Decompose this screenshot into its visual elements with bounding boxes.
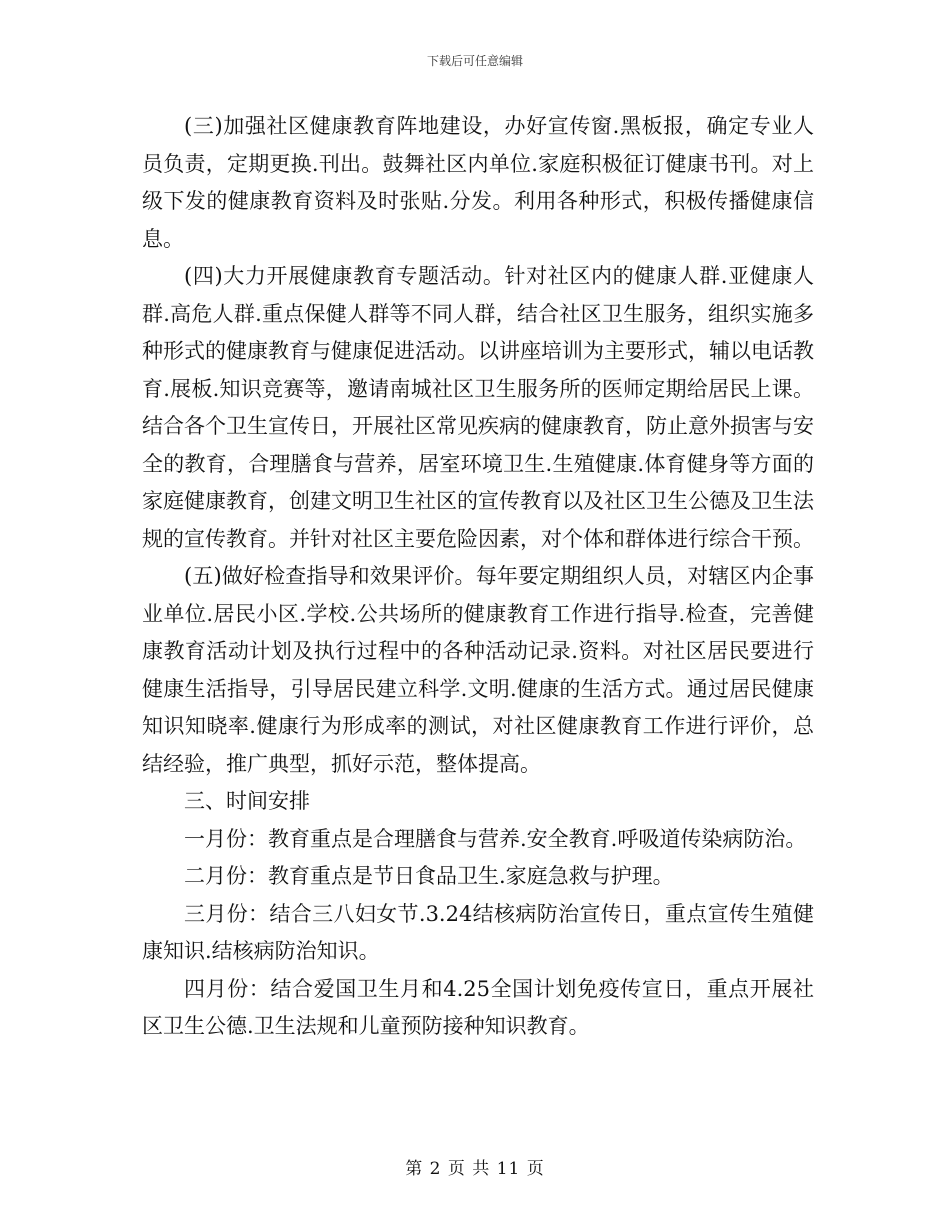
document-body bbox=[142, 108, 814, 1046]
paragraph-march: 三月份：结合三八妇女节.3.24结核病防治宣传日，重点宣传生殖健康知识.结核病防治知识。 bbox=[142, 901, 814, 963]
paragraph-community-education-base: (三)加强社区健康教育阵地建设，办好宣传窗.黑板报，确定专业人员负责，定期更换.刊出。鼓舞社区内单位.家庭积极征订健康书刊。对上级下发的健康教育资料及时张贴.分发。利用各种形式，积极传播健康信息。 bbox=[142, 114, 814, 251]
page-header-note: 下载后可任意编辑 bbox=[426, 54, 523, 68]
section-heading-schedule: 三、时间安排 bbox=[184, 789, 310, 813]
paragraph-february: 二月份：教育重点是节日食品卫生.家庭急救与护理。 bbox=[184, 864, 674, 888]
page-number-footer: 第 2 页 共 11 页 bbox=[405, 1159, 545, 1179]
paragraph-january: 一月份：教育重点是合理膳食与营养.安全教育.呼吸道传染病防治。 bbox=[184, 826, 807, 851]
paragraph-inspection-evaluation: (五)做好检查指导和效果评价。每年要定期组织人员，对辖区内企事业单位.居民小区.学校.公共场所的健康教育工作进行指导.检查，完善健康教育活动计划及执行过程中的各种活动记录.资料。对社区居民要进行健康生活指导，引导居民建立科学.文明.健康的生活方式。通过居民健康知识知晓率.健康行为形成率的测试，对社区健康教育工作进行评价，总结经验，推广典型，抓好示范，整体提高。 bbox=[142, 564, 814, 776]
paragraph-special-activities: (四)大力开展健康教育专题活动。针对社区内的健康人群.亚健康人群.高危人群.重点保健人群等不同人群，结合社区卫生服务，组织实施多种形式的健康教育与健康促进活动。以讲座培训为主要形式，辅以电话教育.展板.知识竞赛等，邀请南城社区卫生服务所的医师定期给居民上课。结合各个卫生宣传日，开展社区常见疾病的健康教育，防止意外损害与安全的教育，合理膳食与营养，居室环境卫生.生殖健康.体育健身等方面的家庭健康教育，创建文明卫生社区的宣传教育以及社区卫生公德及卫生法规的宣传教育。并针对社区主要危险因素，对个体和群体进行综合干预。 bbox=[142, 264, 814, 551]
paragraph-april: 四月份：结合爱国卫生月和4.25全国计划免疫传宣日，重点开展社区卫生公德.卫生法规和儿童预防接种知识教育。 bbox=[142, 976, 814, 1038]
